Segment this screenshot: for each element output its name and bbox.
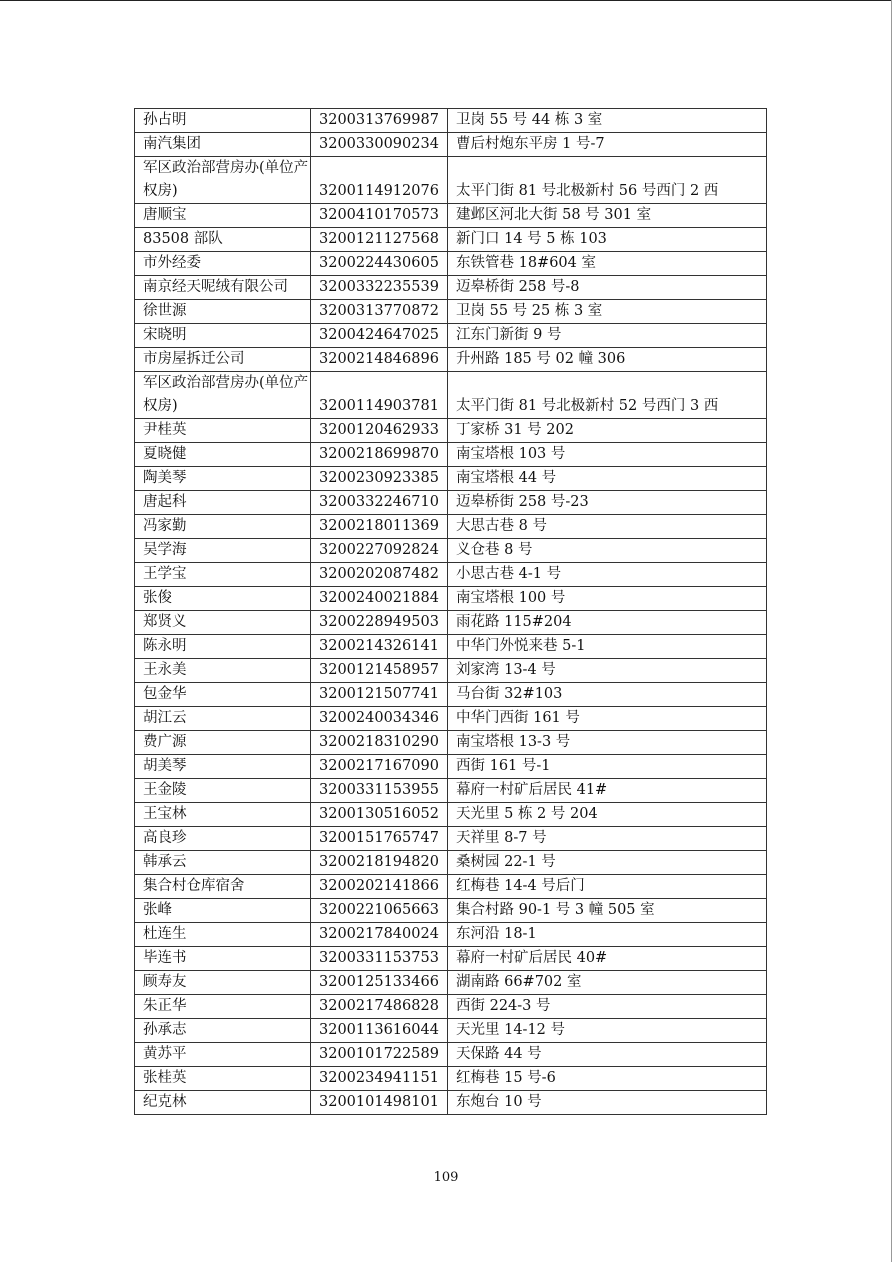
name-cell: 张俊 xyxy=(135,587,311,611)
address-cell: 集合村路 90-1 号 3 幢 505 室 xyxy=(448,899,767,923)
name-cell: 郑贤义 xyxy=(135,611,311,635)
name-cell: 尹桂英 xyxy=(135,419,311,443)
table-row xyxy=(135,157,767,204)
account-number-cell: 3200202087482 xyxy=(311,563,448,587)
name-cell: 南汽集团 xyxy=(135,133,311,157)
name-cell: 杜连生 xyxy=(135,923,311,947)
table-row xyxy=(135,419,767,443)
table-row xyxy=(135,875,767,899)
address-cell: 天光里 5 栋 2 号 204 xyxy=(448,803,767,827)
account-number-cell: 3200101498101 xyxy=(311,1091,448,1115)
account-number-cell: 3200424647025 xyxy=(311,324,448,348)
name-cell: 唐起科 xyxy=(135,491,311,515)
address-cell: 雨花路 115#204 xyxy=(448,611,767,635)
name-cell: 市外经委 xyxy=(135,252,311,276)
table-row xyxy=(135,443,767,467)
name-cell: 顾寿友 xyxy=(135,971,311,995)
page-top-border xyxy=(0,0,892,1)
name-cell: 南京经天呢绒有限公司 xyxy=(135,276,311,300)
table-row xyxy=(135,659,767,683)
account-number-cell: 3200221065663 xyxy=(311,899,448,923)
table-row xyxy=(135,491,767,515)
address-cell: 桑树园 22-1 号 xyxy=(448,851,767,875)
name-cell: 83508 部队 xyxy=(135,228,311,252)
table-row xyxy=(135,851,767,875)
name-cell: 毕连书 xyxy=(135,947,311,971)
address-cell: 升州路 185 号 02 幢 306 xyxy=(448,348,767,372)
account-number-cell: 3200121127568 xyxy=(311,228,448,252)
account-number-cell: 3200218194820 xyxy=(311,851,448,875)
table-row xyxy=(135,539,767,563)
address-cell: 湖南路 66#702 室 xyxy=(448,971,767,995)
name-cell: 吴学海 xyxy=(135,539,311,563)
account-number-cell: 3200330090234 xyxy=(311,133,448,157)
name-cell: 胡江云 xyxy=(135,707,311,731)
table-row xyxy=(135,1091,767,1115)
table-row xyxy=(135,683,767,707)
address-cell: 新门口 14 号 5 栋 103 xyxy=(448,228,767,252)
address-cell: 东河沿 18-1 xyxy=(448,923,767,947)
address-cell: 中华门西街 161 号 xyxy=(448,707,767,731)
account-number-cell: 3200331153753 xyxy=(311,947,448,971)
name-cell: 王金陵 xyxy=(135,779,311,803)
name-cell: 高良珍 xyxy=(135,827,311,851)
table-row xyxy=(135,252,767,276)
account-number-cell: 3200217167090 xyxy=(311,755,448,779)
address-cell: 南宝塔根 13-3 号 xyxy=(448,731,767,755)
table-row xyxy=(135,755,767,779)
table-row xyxy=(135,947,767,971)
address-cell: 西街 161 号-1 xyxy=(448,755,767,779)
account-number-cell: 3200120462933 xyxy=(311,419,448,443)
account-number-cell: 3200217840024 xyxy=(311,923,448,947)
address-cell: 太平门街 81 号北极新村 52 号西门 3 西 xyxy=(448,372,767,419)
name-cell: 军区政治部营房办(单位产权房) xyxy=(135,157,311,204)
table-row xyxy=(135,995,767,1019)
table-row xyxy=(135,923,767,947)
records-table xyxy=(134,108,767,1115)
name-cell: 孙占明 xyxy=(135,109,311,133)
name-cell: 张峰 xyxy=(135,899,311,923)
name-cell: 市房屋拆迁公司 xyxy=(135,348,311,372)
account-number-cell: 3200151765747 xyxy=(311,827,448,851)
address-cell: 天光里 14-12 号 xyxy=(448,1019,767,1043)
name-cell: 王宝林 xyxy=(135,803,311,827)
name-cell: 胡美琴 xyxy=(135,755,311,779)
name-cell: 纪克林 xyxy=(135,1091,311,1115)
table-row xyxy=(135,803,767,827)
table-row xyxy=(135,1043,767,1067)
records-table-body xyxy=(135,109,767,1115)
name-cell: 唐顺宝 xyxy=(135,204,311,228)
table-row xyxy=(135,348,767,372)
address-cell: 马台街 32#103 xyxy=(448,683,767,707)
account-number-cell: 3200234941151 xyxy=(311,1067,448,1091)
account-number-cell: 3200313770872 xyxy=(311,300,448,324)
table-row xyxy=(135,467,767,491)
table-row xyxy=(135,779,767,803)
table-row xyxy=(135,1067,767,1091)
address-cell: 曹后村炮东平房 1 号-7 xyxy=(448,133,767,157)
name-cell: 黄苏平 xyxy=(135,1043,311,1067)
address-cell: 迈皋桥街 258 号-23 xyxy=(448,491,767,515)
account-number-cell: 3200332246710 xyxy=(311,491,448,515)
name-cell: 包金华 xyxy=(135,683,311,707)
account-number-cell: 3200230923385 xyxy=(311,467,448,491)
table-row xyxy=(135,515,767,539)
table-row xyxy=(135,372,767,419)
table-row xyxy=(135,563,767,587)
address-cell: 卫岗 55 号 44 栋 3 室 xyxy=(448,109,767,133)
account-number-cell: 3200202141866 xyxy=(311,875,448,899)
name-cell: 军区政治部营房办(单位产权房) xyxy=(135,372,311,419)
address-cell: 太平门街 81 号北极新村 56 号西门 2 西 xyxy=(448,157,767,204)
address-cell: 南宝塔根 44 号 xyxy=(448,467,767,491)
account-number-cell: 3200130516052 xyxy=(311,803,448,827)
account-number-cell: 3200113616044 xyxy=(311,1019,448,1043)
page-number: 109 xyxy=(433,1170,459,1185)
name-cell: 冯家勤 xyxy=(135,515,311,539)
address-cell: 南宝塔根 100 号 xyxy=(448,587,767,611)
account-number-cell: 3200228949503 xyxy=(311,611,448,635)
account-number-cell: 3200410170573 xyxy=(311,204,448,228)
address-cell: 丁家桥 31 号 202 xyxy=(448,419,767,443)
name-cell: 韩承云 xyxy=(135,851,311,875)
table-row xyxy=(135,971,767,995)
name-cell: 费广源 xyxy=(135,731,311,755)
table-row xyxy=(135,133,767,157)
account-number-cell: 3200214326141 xyxy=(311,635,448,659)
account-number-cell: 3200114912076 xyxy=(311,157,448,204)
account-number-cell: 3200332235539 xyxy=(311,276,448,300)
address-cell: 大思古巷 8 号 xyxy=(448,515,767,539)
account-number-cell: 3200227092824 xyxy=(311,539,448,563)
table-row xyxy=(135,300,767,324)
account-number-cell: 3200214846896 xyxy=(311,348,448,372)
address-cell: 东炮台 10 号 xyxy=(448,1091,767,1115)
address-cell: 中华门外悦来巷 5-1 xyxy=(448,635,767,659)
table-row xyxy=(135,587,767,611)
name-cell: 王永美 xyxy=(135,659,311,683)
table-row xyxy=(135,731,767,755)
account-number-cell: 3200217486828 xyxy=(311,995,448,1019)
name-cell: 集合村仓库宿舍 xyxy=(135,875,311,899)
table-row xyxy=(135,611,767,635)
table-row xyxy=(135,707,767,731)
address-cell: 卫岗 55 号 25 栋 3 室 xyxy=(448,300,767,324)
account-number-cell: 3200121507741 xyxy=(311,683,448,707)
address-cell: 幕府一村矿后居民 41# xyxy=(448,779,767,803)
name-cell: 张桂英 xyxy=(135,1067,311,1091)
address-cell: 天保路 44 号 xyxy=(448,1043,767,1067)
account-number-cell: 3200331153955 xyxy=(311,779,448,803)
table-row xyxy=(135,228,767,252)
name-cell: 宋晓明 xyxy=(135,324,311,348)
table-row xyxy=(135,276,767,300)
table-row xyxy=(135,899,767,923)
address-cell: 南宝塔根 103 号 xyxy=(448,443,767,467)
account-number-cell: 3200224430605 xyxy=(311,252,448,276)
address-cell: 江东门新街 9 号 xyxy=(448,324,767,348)
account-number-cell: 3200313769987 xyxy=(311,109,448,133)
account-number-cell: 3200218699870 xyxy=(311,443,448,467)
account-number-cell: 3200240034346 xyxy=(311,707,448,731)
address-cell: 小思古巷 4-1 号 xyxy=(448,563,767,587)
address-cell: 天祥里 8-7 号 xyxy=(448,827,767,851)
address-cell: 建邺区河北大街 58 号 301 室 xyxy=(448,204,767,228)
address-cell: 幕府一村矿后居民 40# xyxy=(448,947,767,971)
address-cell: 刘家湾 13-4 号 xyxy=(448,659,767,683)
address-cell: 迈皋桥街 258 号-8 xyxy=(448,276,767,300)
table-row xyxy=(135,204,767,228)
name-cell: 孙承志 xyxy=(135,1019,311,1043)
account-number-cell: 3200101722589 xyxy=(311,1043,448,1067)
address-cell: 东铁管巷 18#604 室 xyxy=(448,252,767,276)
table-row xyxy=(135,324,767,348)
account-number-cell: 3200218310290 xyxy=(311,731,448,755)
address-cell: 红梅巷 15 号-6 xyxy=(448,1067,767,1091)
table-row xyxy=(135,827,767,851)
account-number-cell: 3200121458957 xyxy=(311,659,448,683)
table-row xyxy=(135,635,767,659)
name-cell: 陶美琴 xyxy=(135,467,311,491)
table-row xyxy=(135,1019,767,1043)
name-cell: 陈永明 xyxy=(135,635,311,659)
address-cell: 红梅巷 14-4 号后门 xyxy=(448,875,767,899)
name-cell: 王学宝 xyxy=(135,563,311,587)
name-cell: 夏晓健 xyxy=(135,443,311,467)
account-number-cell: 3200218011369 xyxy=(311,515,448,539)
account-number-cell: 3200240021884 xyxy=(311,587,448,611)
name-cell: 徐世源 xyxy=(135,300,311,324)
name-cell: 朱正华 xyxy=(135,995,311,1019)
address-cell: 义仓巷 8 号 xyxy=(448,539,767,563)
table-row xyxy=(135,109,767,133)
account-number-cell: 3200125133466 xyxy=(311,971,448,995)
account-number-cell: 3200114903781 xyxy=(311,372,448,419)
address-cell: 西街 224-3 号 xyxy=(448,995,767,1019)
